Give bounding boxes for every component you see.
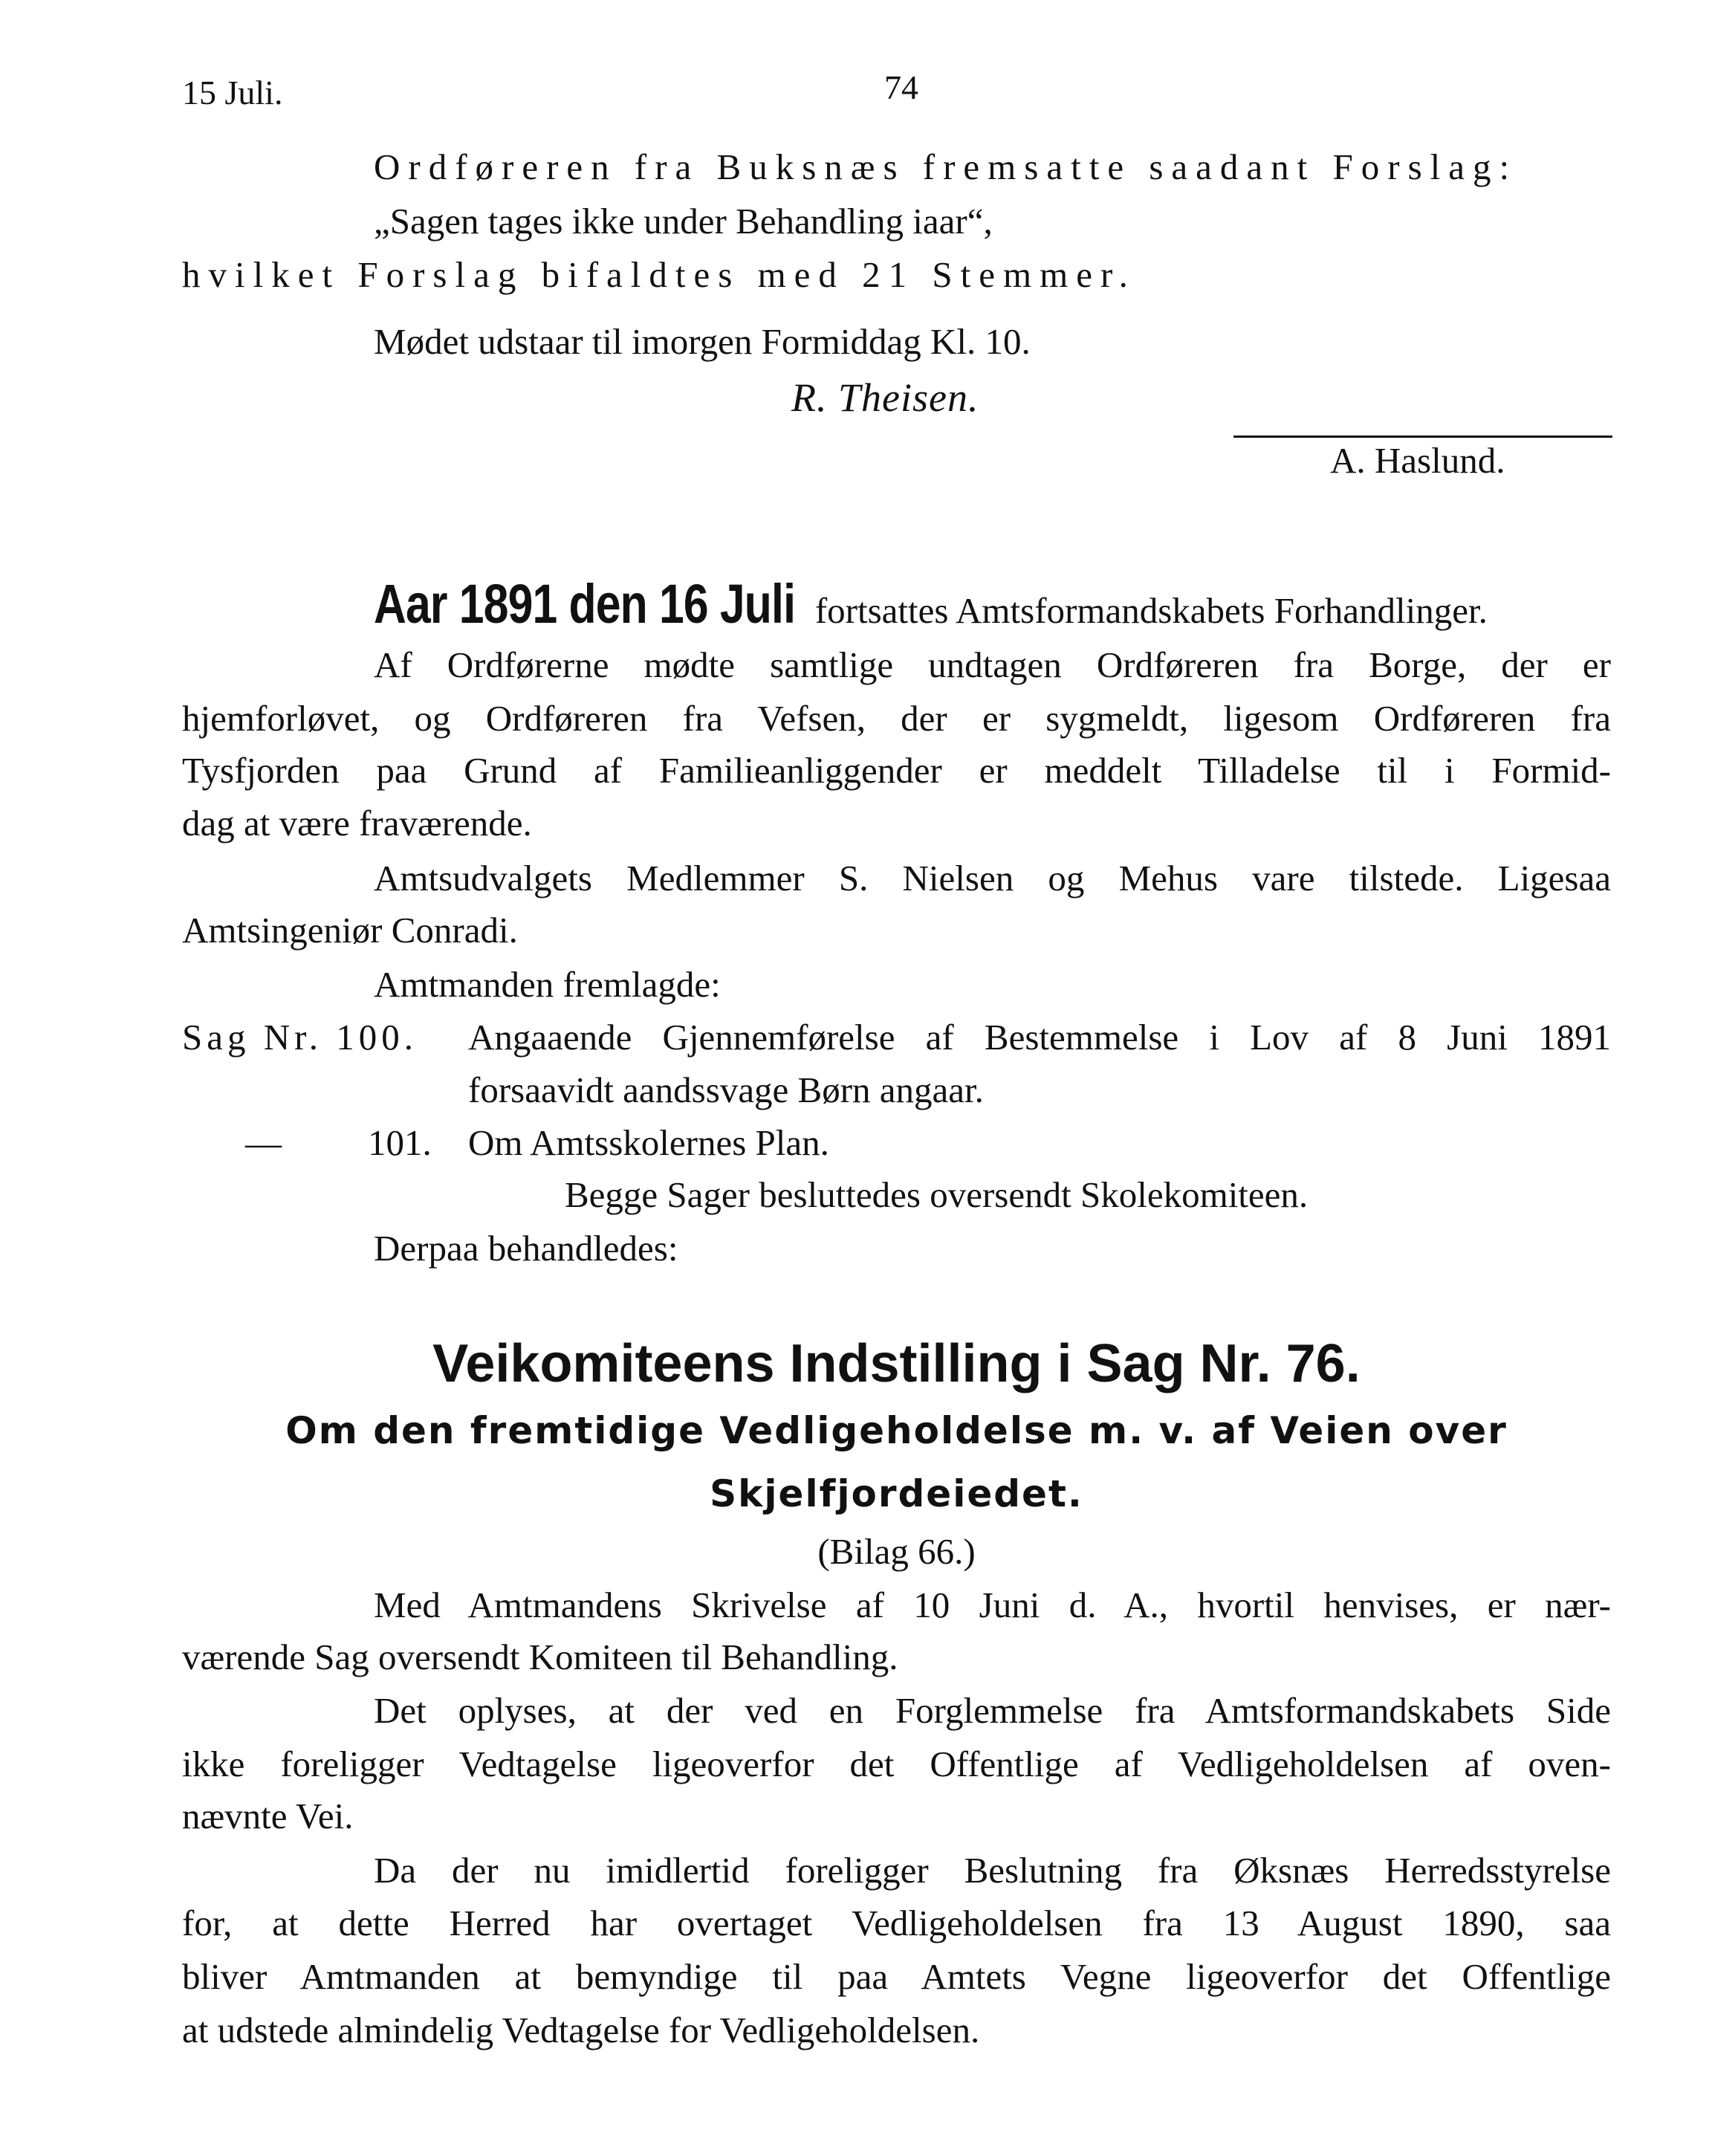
- case-number: 101.: [368, 1122, 432, 1163]
- paragraph-line: Amtsudvalgets Medlemmer S. Nielsen og Mehus vare tilstede. Ligesaa: [374, 858, 1611, 899]
- intro-line: „Sagen tages ikke under Behandling iaar“,: [374, 201, 993, 242]
- paragraph-line: nævnte Vei.: [182, 1796, 354, 1836]
- paragraph-line: for, at dette Herred har overtaget Vedligeholdelsen fra 13 August 1890, saa: [182, 1903, 1611, 1943]
- paragraph-line: dag at være fraværende.: [182, 803, 532, 844]
- session-date-rest: fortsattes Amtsformandskabets Forhandlinger.: [814, 590, 1488, 631]
- paragraph-line: Tysfjorden paa Grund af Familieanliggender er meddelt Tilladelse til i Formid-: [182, 750, 1611, 791]
- section-title: Veikomiteens Indstilling i Sag Nr. 76.: [432, 1334, 1361, 1393]
- case-label: Sag Nr. 100.: [182, 1017, 418, 1058]
- paragraph-line: ikke foreligger Vedtagelse ligeoverfor det Offentlige af Vedligeholdelsen af oven-: [182, 1744, 1611, 1784]
- decision-line: Begge Sager besluttedes oversendt Skolekomiteen.: [565, 1174, 1309, 1215]
- paragraph-line: Med Amtmandens Skrivelse af 10 Juni d. A., hvortil henvises, er nær-: [374, 1584, 1611, 1625]
- paragraph-line: Af Ordførerne mødte samtlige undtagen Ordføreren fra Borge, der er: [374, 644, 1611, 685]
- case-dash: —: [245, 1122, 282, 1163]
- intro-line: Ordføreren fra Buksnæs fremsatte saadant Forslag:: [374, 146, 1518, 187]
- session-opening: [374, 572, 1488, 643]
- signature-chairman: R. Theisen.: [791, 375, 979, 420]
- signature-rule: [1233, 436, 1612, 438]
- case-text: Angaaende Gjennemførelse af Bestemmelse i Lov af 8 Juni 1891: [468, 1017, 1611, 1058]
- paragraph-line: Da der nu imidlertid foreligger Beslutning fra Øksnæs Herredsstyrelse: [374, 1850, 1611, 1891]
- case-text: Om Amtsskolernes Plan.: [468, 1122, 829, 1163]
- paragraph-line: Amtmanden fremlagde:: [374, 964, 721, 1005]
- paragraph-line: bliver Amtmanden at bemyndige til paa Amtets Vegne ligeoverfor det Offentlige: [182, 1956, 1611, 1997]
- paragraph-line: hjemforløvet, og Ordføreren fra Vefsen, der er sygmeldt, ligesom Ordføreren fra: [182, 698, 1611, 739]
- page-date: 15 Juli.: [182, 74, 283, 111]
- signature-secretary: A. Haslund.: [1330, 440, 1505, 481]
- case-text: forsaavidt aandssvage Børn angaar.: [468, 1069, 984, 1110]
- paragraph-line: Derpaa behandledes:: [374, 1228, 678, 1269]
- page-number: 74: [884, 68, 918, 106]
- intro-line: hvilket Forslag bifaldtes med 21 Stemmer.: [182, 254, 1136, 295]
- paragraph-line: værende Sag oversendt Komiteen til Behandling.: [182, 1637, 898, 1677]
- section-subtitle: Skjelfjordeiedet.: [710, 1472, 1083, 1515]
- appendix-reference: (Bilag 66.): [817, 1531, 976, 1572]
- paragraph-line: at udstede almindelig Vedtagelse for Vedligeholdelsen.: [182, 2010, 980, 2050]
- paragraph-line: Amtsingeniør Conradi.: [182, 910, 518, 951]
- session-date-lead: Aar 1891 den 16 Juli: [374, 573, 796, 635]
- paragraph-line: Det oplyses, at der ved en Forglemmelse fra Amtsformandskabets Side: [374, 1690, 1611, 1731]
- section-subtitle: Om den fremtidige Vedligeholdelse m. v. af Veien over: [285, 1409, 1508, 1452]
- intro-line: Mødet udstaar til imorgen Formiddag Kl. 10.: [374, 321, 1031, 362]
